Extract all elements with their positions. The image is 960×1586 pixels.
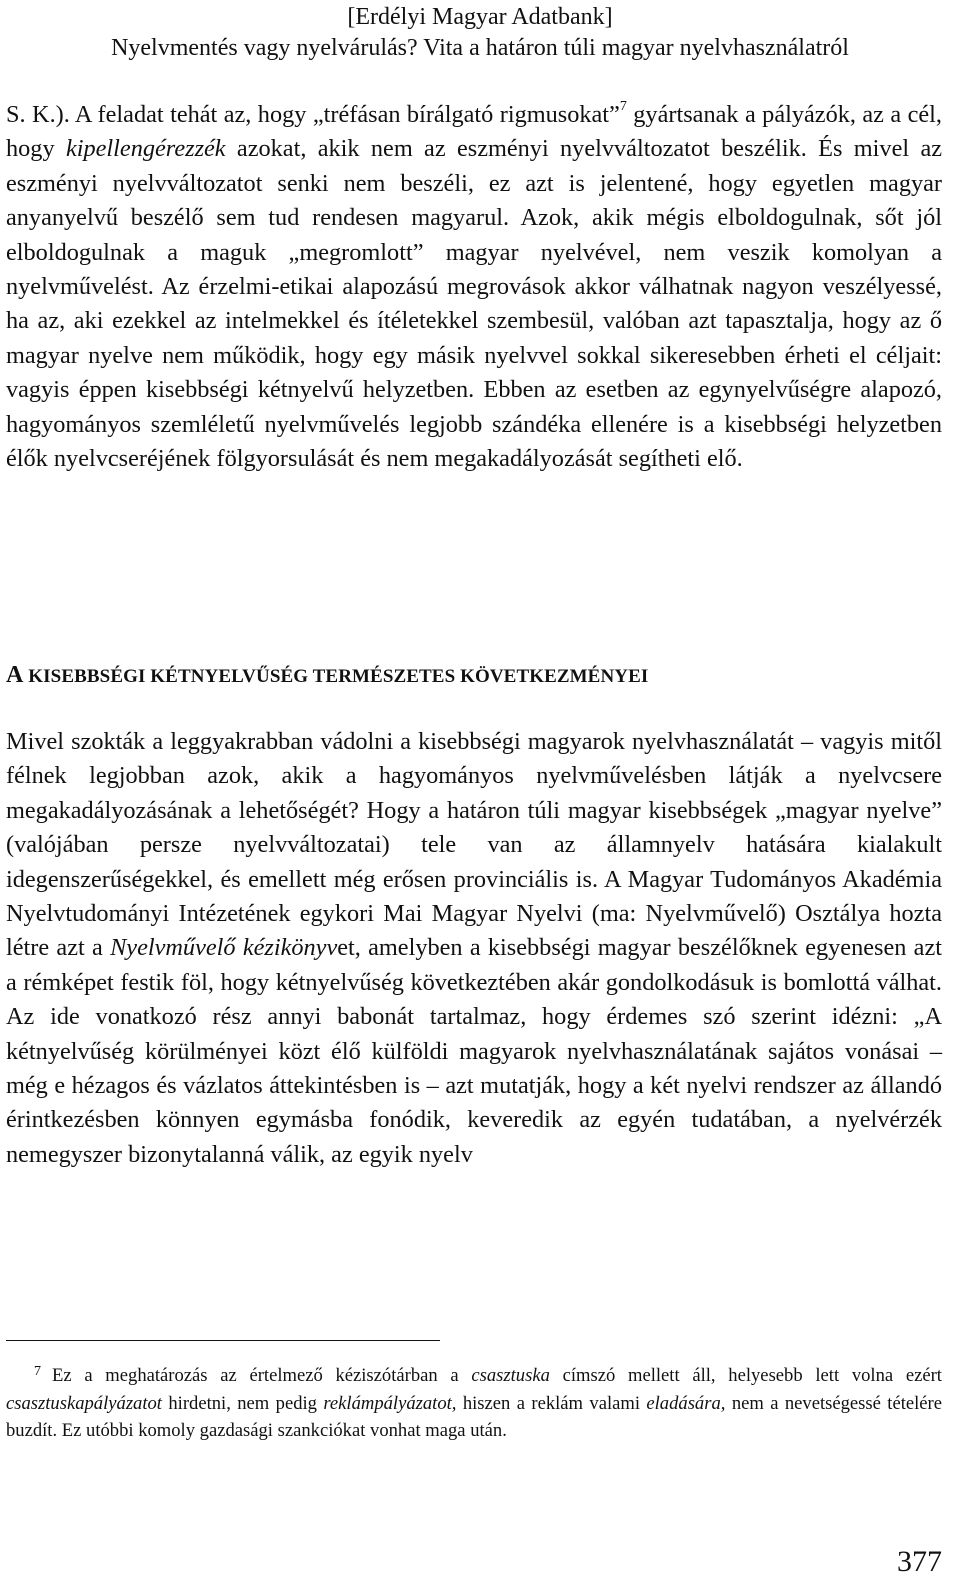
footnote-separator: [6, 1340, 440, 1341]
header-source: [Erdélyi Magyar Adatbank]: [347, 4, 613, 30]
paragraph-1-italic: kipellengérezzék: [65, 135, 226, 163]
section-heading: [6, 660, 648, 692]
paragraph-1-text-b: gyártsanak a pályázók, az a cél, hogy: [6, 101, 942, 163]
footnote-text-b: címszó mellett áll, helyesebb lett volna ezért: [549, 1365, 942, 1386]
section-heading-rest: KISEBBSÉGI KÉTNYELVŰSÉG TERMÉSZETES KÖVETKEZMÉNYEI: [23, 666, 649, 687]
footnote-reference[interactable]: 7: [619, 99, 627, 114]
footnote-text-a: Ez a meghatározás az értelmező kéziszótárban a: [52, 1365, 472, 1386]
footnote-italic-c: reklámpályázatot,: [323, 1392, 457, 1414]
footnote-text-e: nem a nevetségessé tételére buzdít. Ez utóbbi komoly gazdasági szankciókat vonhat maga után.: [6, 1392, 942, 1441]
footnote: [6, 1358, 942, 1445]
paragraph-1-text-a: S. K.). A feladat tehát az, hogy „tréfásan bírálgató rigmusokat”: [6, 101, 620, 128]
section-heading-initial: A: [6, 662, 24, 688]
paragraph-2: [6, 725, 942, 1172]
footnote-italic-b: csasztuskapályázatot: [6, 1392, 162, 1414]
paragraph-1-text-c: azokat, akik nem az eszményi nyelvváltozatot beszélik. És mivel az eszményi nyelvváltozatot senki nem beszéli, ez azt is jelentené, hogy egyetlen magyar anyanyelvű beszélő sem tud rendesen magyarul. Azok, akik mégis elboldogulnak, sőt jól elboldogulnak a maguk „megromlott” magyar nyelvével, nem veszik komolyan a nyelvművelést. Az érzelmi-etikai alapozású megrovások akkor válhatnak nagyon veszélyessé, ha az, aki ezekkel az intelmekkel és ítéletekkel szembesül, valóban azt tapasztalja, hogy az ő magyar nyelve nem működik, hogy egy másik nyelvvel sokkal sikeresebben érheti el céljait: vagyis éppen kisebbségi kétnyelvű helyzetben. Ebben az esetben az egynyelvűségre alapozó, hagyományos szemléletű nyelvművelés legjobb szándéka ellenére is a kisebbségi helyzetben élők nyelvcseréjének fölgyorsulását és nem megakadályozását segítheti elő.: [6, 135, 943, 473]
page-number: 377: [897, 1545, 942, 1578]
paragraph-2-italic: Nyelvművelő kézikönyv: [110, 934, 338, 962]
footnote-mark: 7: [34, 1364, 41, 1379]
paragraph-2-text-b: et, amelyben a kisebbségi magyar beszélőknek egyenesen azt a rémképet festik föl, hogy kétnyelvűség következtében akár gondolkodásuk is bomlottá válhat. Az ide vonatkozó rész annyi babonát tartalmaz, hogy érdemes szó szerint idézni: „A kétnyelvűség körülményei közt élő külföldi magyarok nyelvhasználatának sajátos vonásai – még e hézagos és vázlatos áttekintésben is – azt mutatják, hogy a két nyelvi rendszer az állandó érintkezésben könnyen egymásba fonódik, keveredik az egyén tudatában, a nyelvérzék nemegyszer bizonytalanná válik, az egyik nyelv: [6, 934, 942, 1168]
footnote-text-c: hirdetni, nem pedig: [161, 1392, 324, 1414]
paragraph-1: [6, 98, 942, 476]
footnote-italic-d: eladására,: [646, 1392, 726, 1414]
header-title: Nyelvmentés vagy nyelvárulás? Vita a határon túli magyar nyelvhasználatról: [111, 35, 849, 61]
footnote-text-d: hiszen a reklám valami: [456, 1392, 647, 1414]
footnote-italic-a: csasztuska: [471, 1365, 550, 1386]
paragraph-2-text-a: Mivel szokták a leggyakrabban vádolni a kisebbségi magyarok nyelvhasználatát – vagyis mitől félnek legjobban azok, akik a hagyományos nyelvművelésben látják a nyelvcsere megakadályozásának a lehetőségét? Hogy a határon túli magyar kisebbségek „magyar nyelve” (valójában persze nyelvváltozatai) tele van az államnyelv hatására kialakult idegenszerűségekkel, és emellett még erősen provinciális is. A Magyar Tudományos Akadémia Nyelvtudományi Intézetének egykori Mai Magyar Nyelvi (ma: Nyelvművelő) Osztálya hozta létre azt a: [6, 728, 942, 962]
